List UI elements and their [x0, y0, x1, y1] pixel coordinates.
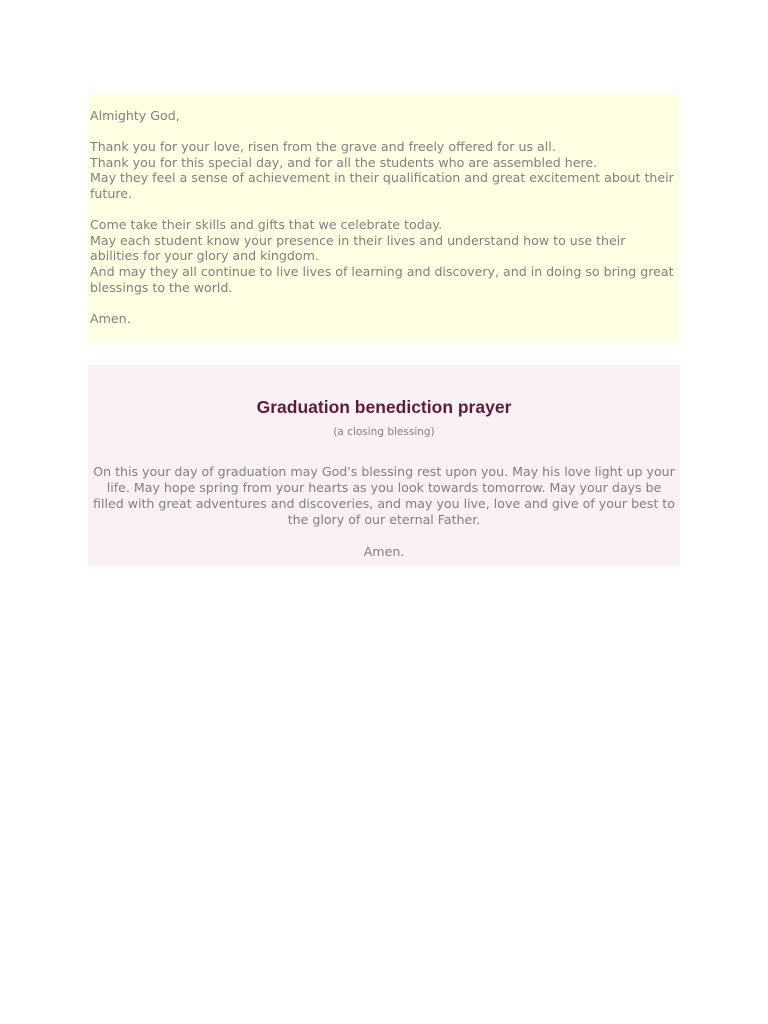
prayer-greeting: Almighty God,: [90, 108, 180, 123]
prayer-closing: Amen.: [90, 310, 131, 326]
benediction-subtitle: (a closing blessing): [333, 426, 435, 438]
benediction-title: Graduation benediction prayer: [256, 397, 512, 417]
prayer-line: May they feel a sense of achievement in their qualification and great excitement about their future.: [90, 170, 674, 201]
prayer-box-almighty-god: [88, 94, 680, 344]
prayer-line: May each student know your presence in their lives and understand how to use their abilities for your glory and kingdom.: [90, 232, 626, 264]
benediction-body: On this your day of graduation may God's blessing rest upon you. May his love light up your life. May hope spring from your hearts as you look towards tomorrow. May your days be filled with great adventures and discoveries, and may you live, love and give of your best to the glory of our eternal Father.: [93, 464, 675, 527]
benediction-box: [88, 365, 680, 566]
prayer-line: And may they all continue to live lives of learning and discovery, and in doing so bring great blessings to the world.: [90, 263, 674, 295]
prayer-line: Thank you for this special day, and for all the students who are assembled here.: [90, 154, 598, 170]
prayer-paragraph-thanks: [90, 139, 678, 201]
prayer-line: Come take their skills and gifts that we celebrate today.: [90, 217, 443, 233]
benediction-closing: Amen.: [363, 544, 405, 559]
prayer-paragraph-petition: [90, 217, 678, 295]
prayer-line: Thank you for your love, risen from the grave and freely offered for us all.: [90, 139, 556, 155]
